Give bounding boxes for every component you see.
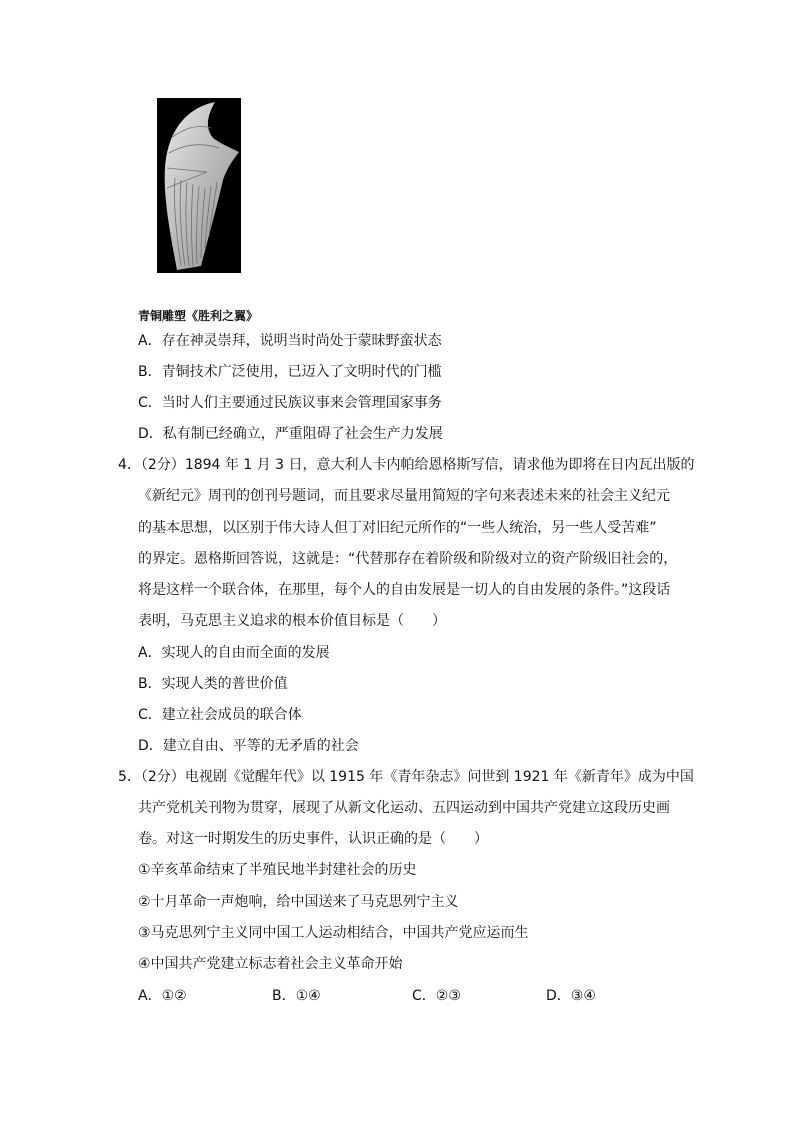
wing-icon (157, 98, 241, 273)
q4-stem-line-2: 《新纪元》周刊的创刊号题词，而且要求尽量用简短的字句来表述未来的社会主义纪元 (138, 488, 670, 504)
q5-statement-4: ④中国共产党建立标志着社会主义革命开始 (138, 956, 403, 972)
q3-option-c: C．当时人们主要通过民族议事来会管理国家事务 (138, 395, 442, 411)
q5-option-c: C．②③ (412, 988, 461, 1004)
q5-stem-line-3: 卷。对这一时期发生的历史事件，认识正确的是（ ） (138, 831, 488, 847)
q5-option-b: B．①④ (272, 988, 321, 1004)
q4-stem-line-1: 4．（2分）1894 年 1 月 3 日，意大利人卡内帕给恩格斯写信，请求他为即将在日内瓦出版的 (118, 457, 695, 473)
bronze-wing-sculpture-image (157, 98, 241, 273)
q3-option-d: D．私有制已经确立，严重阻碍了社会生产力发展 (138, 426, 443, 442)
q4-option-c: C．建立社会成员的联合体 (138, 707, 302, 723)
q4-option-b: B．实现人类的普世价值 (138, 676, 288, 692)
q4-stem-line-4: 的界定。恩格斯回答说，这就是：“代替那存在着阶级和阶级对立的资产阶级旧社会的， (138, 551, 678, 567)
q5-statement-2: ②十月革命一声炮响，给中国送来了马克思列宁主义 (138, 894, 459, 910)
q4-stem-line-6: 表明，马克思主义追求的根本价值目标是（ ） (138, 613, 446, 629)
q5-stem-line-2: 共产党机关刊物为贯穿，展现了从新文化运动、五四运动到中国共产党建立这段历史画 (138, 800, 670, 816)
q5-option-d: D．③④ (546, 988, 596, 1004)
q5-stem-line-1: 5．（2分）电视剧《觉醒年代》以 1915 年《青年杂志》问世到 1921 年《新青年》成为中国 (118, 769, 694, 785)
q5-statement-1: ①辛亥革命结束了半殖民地半封建社会的历史 (138, 862, 417, 878)
q4-option-a: A．实现人的自由而全面的发展 (138, 645, 330, 661)
q5-statement-3: ③马克思列宁主义同中国工人运动相结合，中国共产党应运而生 (138, 925, 529, 941)
figure-caption: 青铜雕塑《胜利之翼》 (138, 309, 259, 323)
q4-option-d: D．建立自由、平等的无矛盾的社会 (138, 738, 359, 754)
q3-option-a: A．存在神灵崇拜，说明当时尚处于蒙昧野蛮状态 (138, 333, 442, 349)
q4-stem-line-3: 的基本思想，以区别于伟大诗人但丁对旧纪元所作的“一些人统治，另一些人受苦难” (138, 520, 657, 536)
q4-stem-line-5: 将是这样一个联合体，在那里，每个人的自由发展是一切人的自由发展的条件。”这段话 (138, 582, 671, 598)
q3-option-b: B．青铜技术广泛使用，已迈入了文明时代的门槛 (138, 364, 442, 380)
q5-option-a: A．①② (138, 988, 187, 1004)
